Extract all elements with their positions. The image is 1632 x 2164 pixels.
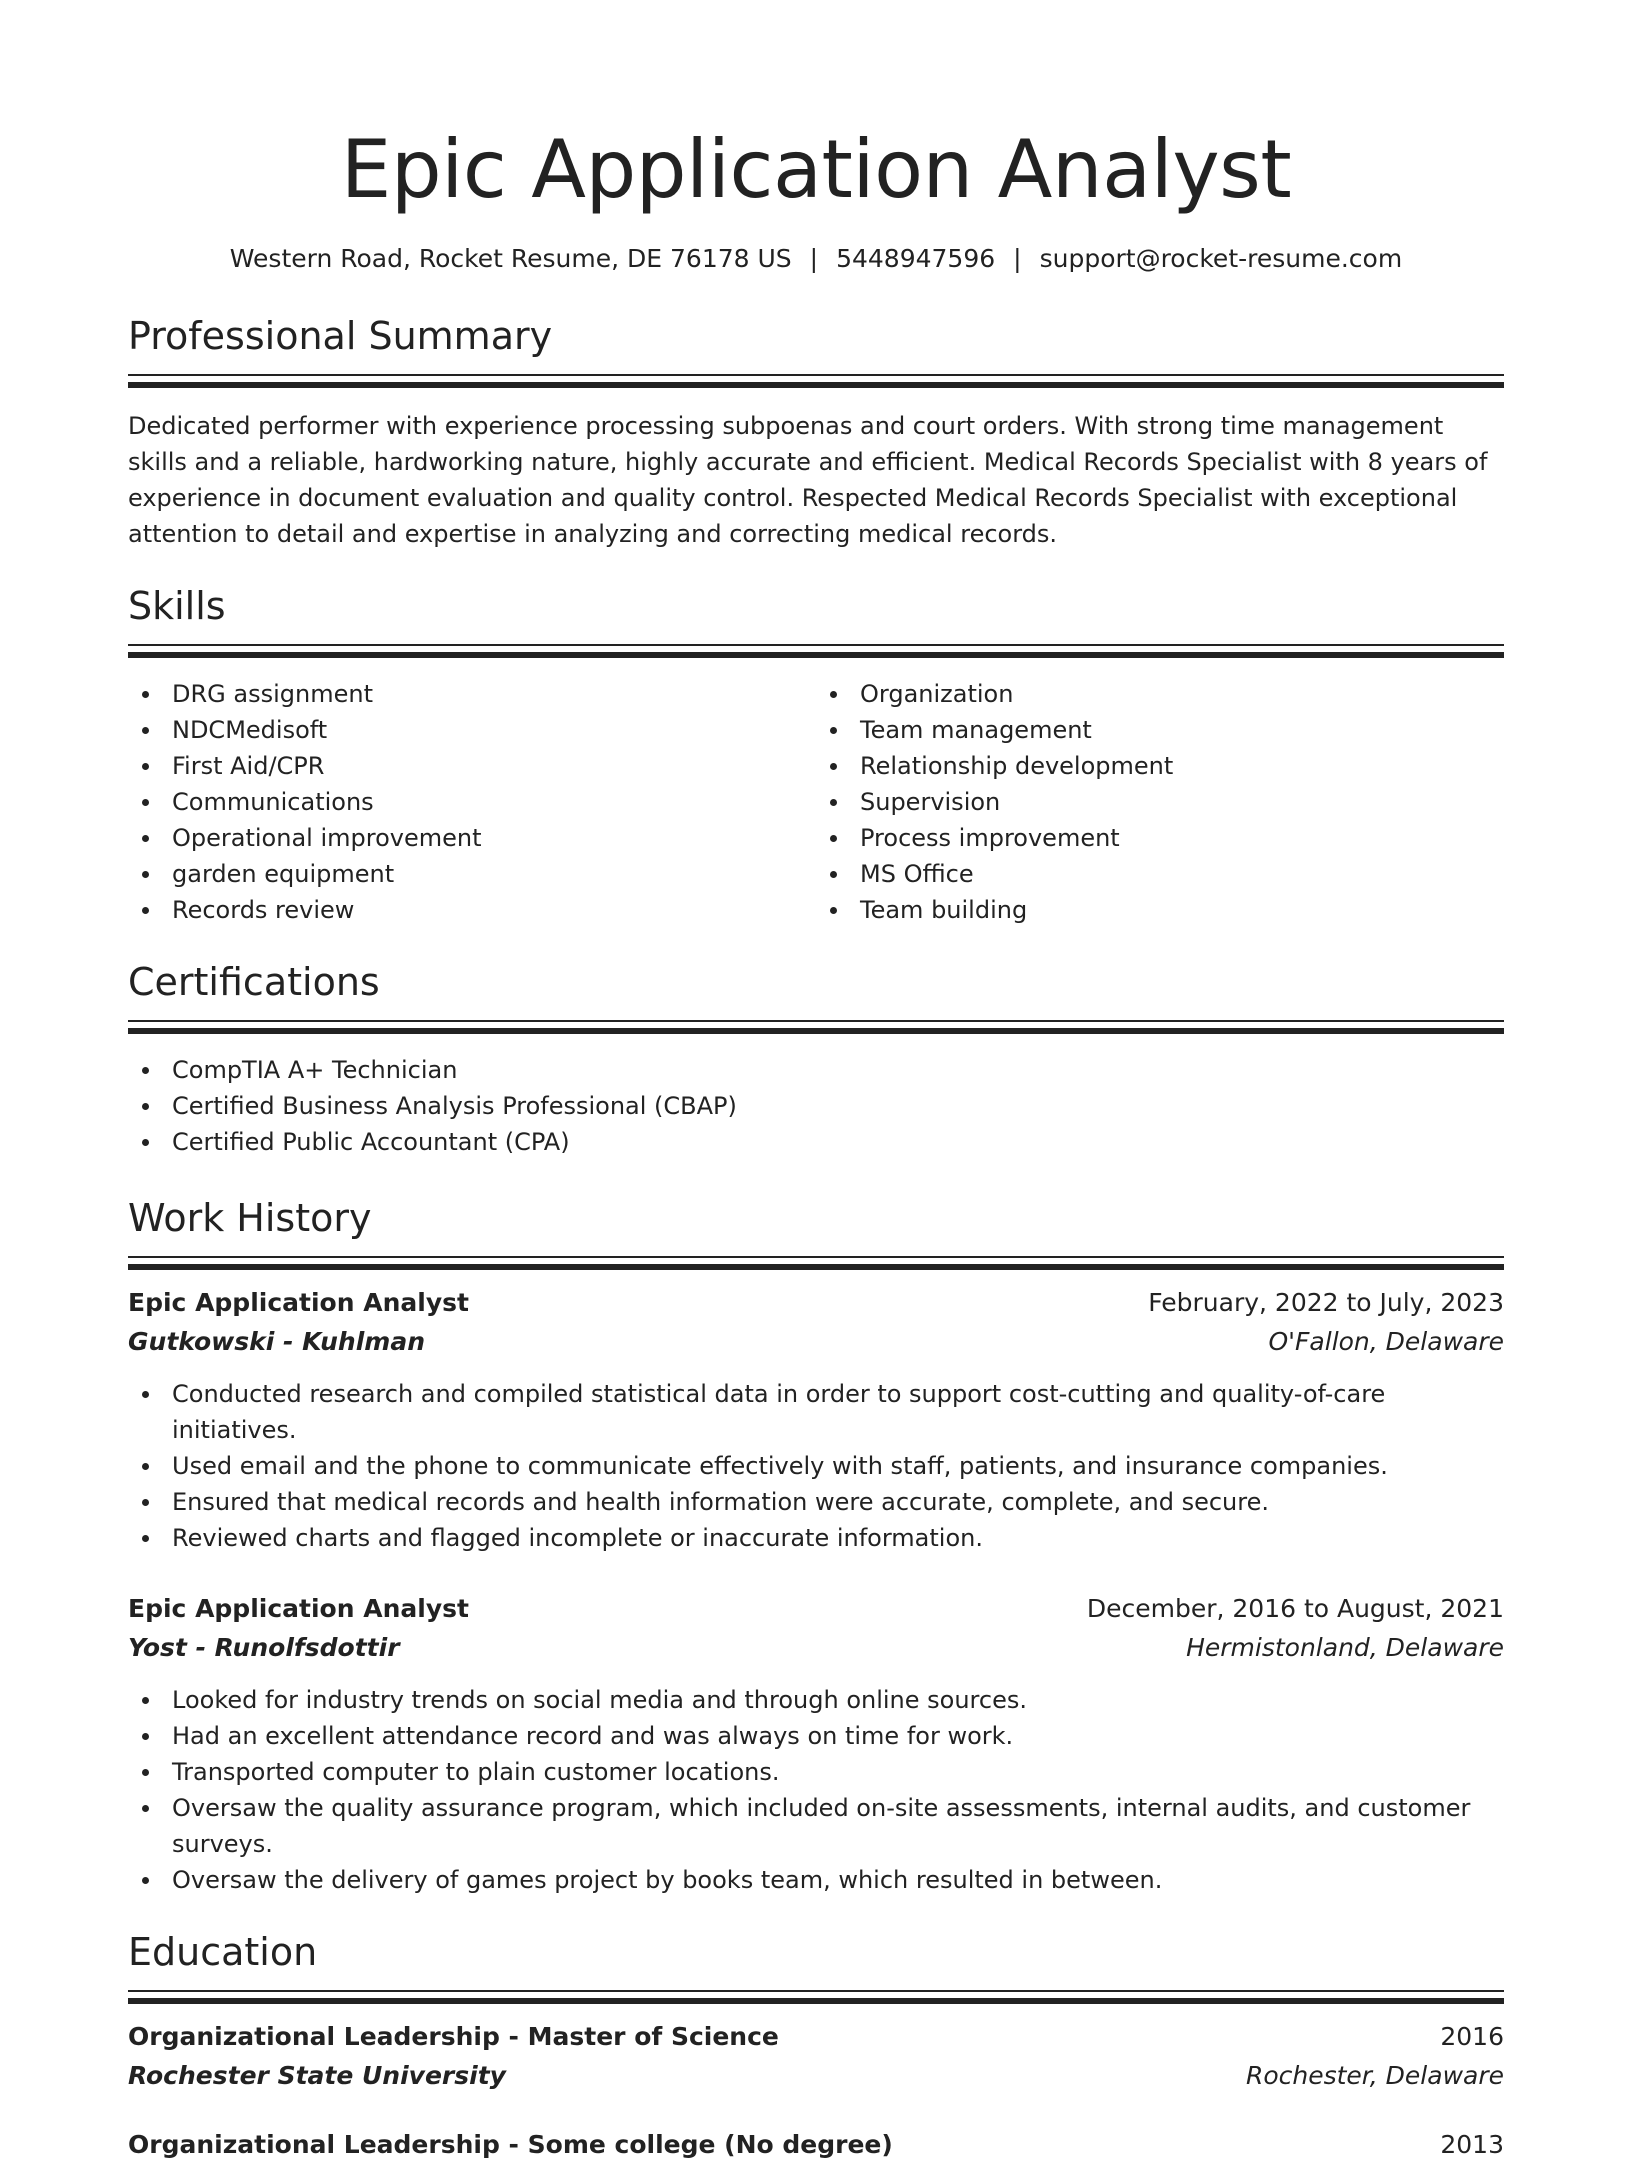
skills-column-left: [128, 676, 816, 928]
job-entry: [128, 1284, 1504, 1556]
contact-line: [128, 242, 1504, 276]
contact-separator: |: [809, 244, 819, 273]
education-degree: Organizational Leadership - Some college (No degree): [128, 2130, 893, 2159]
skill-item: Communications: [128, 784, 816, 820]
contact-email: support@rocket-resume.com: [1039, 244, 1403, 273]
section-divider: [128, 1256, 1504, 1258]
job-company: Yost - Runolfsdottir: [128, 1633, 400, 1662]
education-entry: [128, 2018, 1504, 2096]
skills-section: [128, 582, 1504, 928]
section-divider: [128, 644, 1504, 646]
skill-item: DRG assignment: [128, 676, 816, 712]
education-year: 2013: [1440, 2130, 1504, 2159]
job-dates: February, 2022 to July, 2023: [1148, 1288, 1504, 1317]
section-title-certifications: Certifications: [128, 960, 380, 1004]
certification-item: CompTIA A+ Technician: [128, 1052, 1504, 1088]
skill-item: Operational improvement: [128, 820, 816, 856]
job-duty-item: Ensured that medical records and health information were accurate, complete, and secure.: [128, 1484, 1504, 1520]
certification-item: Certified Business Analysis Professional (CBAP): [128, 1088, 1504, 1124]
section-title-education: Education: [128, 1930, 318, 1974]
job-duty-item: Reviewed charts and flagged incomplete or inaccurate information.: [128, 1520, 1504, 1556]
skill-item: Supervision: [816, 784, 1504, 820]
section-title-summary: Professional Summary: [128, 314, 553, 358]
education-degree: Organizational Leadership - Master of Science: [128, 2022, 779, 2051]
skills-list-right: [816, 676, 1504, 928]
summary-section: [128, 312, 1504, 552]
education-location: Rochester, Delaware: [1245, 2061, 1504, 2090]
contact-address: Western Road, Rocket Resume, DE 76178 US: [229, 244, 792, 273]
skill-item: Relationship development: [816, 748, 1504, 784]
contact-phone: 5448947596: [836, 244, 996, 273]
job-entry: [128, 1590, 1504, 1898]
skill-item: garden equipment: [128, 856, 816, 892]
skills-list-left: [128, 676, 816, 928]
skill-item: NDCMedisoft: [128, 712, 816, 748]
skill-item: Team management: [816, 712, 1504, 748]
job-duty-item: Oversaw the quality assurance program, which included on-site assessments, internal audits, and customer surveys.: [128, 1790, 1504, 1862]
summary-text: Dedicated performer with experience processing subpoenas and court orders. With strong time management skills and a reliable, hardworking nature, highly accurate and efficient. Medical Records Specialist with 8 years of experience in document evaluation and quality control. Respected Medical Records Specialist with exceptional attention to detail and expertise in analyzing and correcting medical records.: [128, 412, 1488, 548]
education-section: [128, 1928, 1504, 2164]
certifications-section: [128, 958, 1504, 1160]
job-header-row: [128, 1284, 1504, 1322]
education-header-row: [128, 2018, 1504, 2056]
job-duty-item: Conducted research and compiled statistical data in order to support cost-cutting and quality-of-care initiatives.: [128, 1376, 1504, 1448]
job-title: Epic Application Analyst: [128, 1288, 469, 1317]
work-history-section: [128, 1194, 1504, 1898]
job-dates: December, 2016 to August, 2021: [1086, 1594, 1504, 1623]
skill-item: MS Office: [816, 856, 1504, 892]
section-title-skills: Skills: [128, 584, 226, 628]
job-header-row: [128, 1590, 1504, 1628]
contact-separator: |: [1013, 244, 1022, 273]
job-company-row: [128, 1322, 1504, 1362]
skills-column-right: [816, 676, 1504, 928]
education-school-row: [128, 2056, 1504, 2096]
skill-item: Process improvement: [816, 820, 1504, 856]
skill-item: Organization: [816, 676, 1504, 712]
job-duty-item: Had an excellent attendance record and was always on time for work.: [128, 1718, 1504, 1754]
section-divider: [128, 1990, 1504, 1992]
resume-name: Epic Application Analyst: [340, 123, 1292, 216]
section-divider: [128, 374, 1504, 376]
job-duty-item: Used email and the phone to communicate effectively with staff, patients, and insurance companies.: [128, 1448, 1504, 1484]
education-year: 2016: [1440, 2022, 1504, 2051]
job-duties-list: [128, 1682, 1504, 1898]
section-divider: [128, 1020, 1504, 1022]
job-company-row: [128, 1628, 1504, 1668]
skill-item: Team building: [816, 892, 1504, 928]
job-duty-item: Oversaw the delivery of games project by books team, which resulted in between.: [128, 1862, 1504, 1898]
skill-item: First Aid/CPR: [128, 748, 816, 784]
certifications-list: [128, 1052, 1504, 1160]
job-title: Epic Application Analyst: [128, 1594, 469, 1623]
job-company: Gutkowski - Kuhlman: [128, 1327, 426, 1356]
certification-item: Certified Public Accountant (CPA): [128, 1124, 1504, 1160]
job-location: O'Fallon, Delaware: [1268, 1327, 1504, 1356]
education-header-row: [128, 2126, 1504, 2164]
skill-item: Records review: [128, 892, 816, 928]
job-duty-item: Looked for industry trends on social media and through online sources.: [128, 1682, 1504, 1718]
job-duty-item: Transported computer to plain customer locations.: [128, 1754, 1504, 1790]
education-school: Rochester State University: [128, 2061, 506, 2090]
section-title-work-history: Work History: [128, 1196, 372, 1240]
education-entry: [128, 2126, 1504, 2164]
skills-columns: [128, 676, 1504, 928]
job-duties-list: [128, 1376, 1504, 1556]
job-location: Hermistonland, Delaware: [1186, 1633, 1504, 1662]
